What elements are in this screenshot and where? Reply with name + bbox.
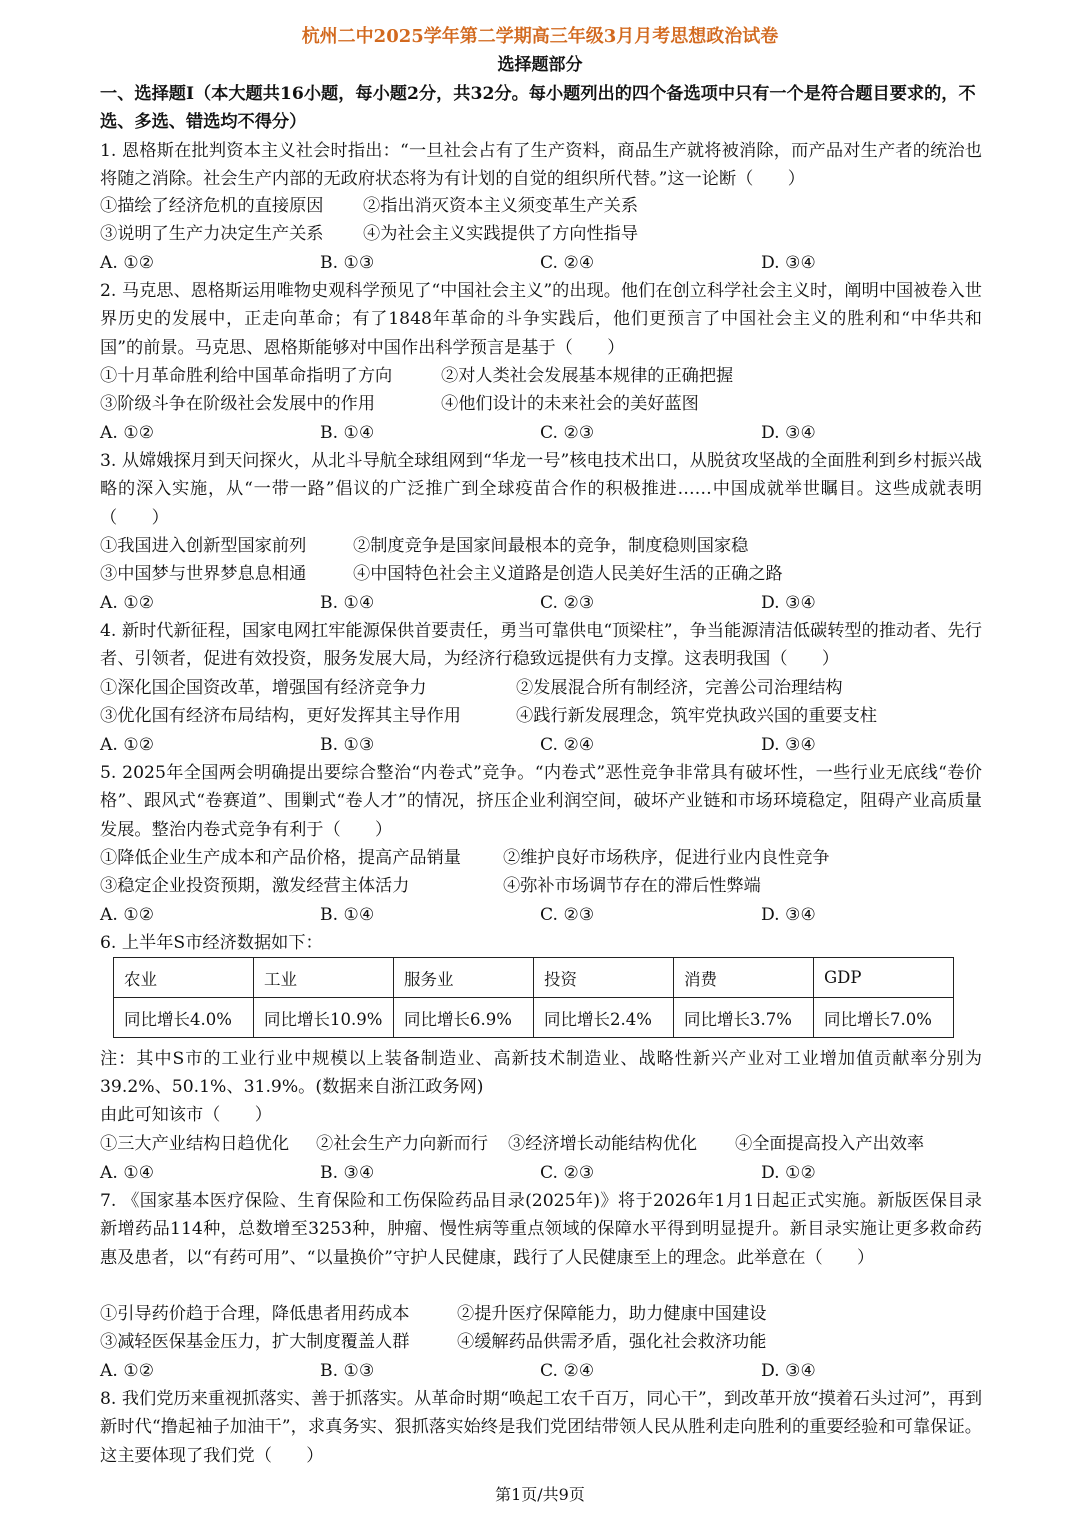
table-cell: 同比增长7.0%: [814, 998, 954, 1038]
question-4-options: [100, 731, 982, 759]
option-b[interactable]: B. ①③: [320, 253, 375, 273]
statement: ④他们设计的未来社会的美好蓝图: [441, 394, 699, 414]
option-d[interactable]: D. ③④: [761, 423, 816, 443]
table-header-cell: 消费: [674, 958, 814, 998]
option-a[interactable]: A. ①②: [100, 253, 155, 273]
table-row: [114, 998, 954, 1038]
option-d[interactable]: D. ③④: [761, 593, 816, 613]
table-header-row: [114, 958, 954, 998]
statement: ①我国进入创新型国家前列: [100, 536, 307, 556]
option-c[interactable]: C. ②③: [540, 423, 595, 443]
table-cell: 同比增长6.9%: [394, 998, 534, 1038]
statement: ③减轻医保基金压力，扩大制度覆盖人群: [100, 1332, 410, 1352]
statement: ②对人类社会发展基本规律的正确把握: [441, 366, 734, 386]
option-a[interactable]: A. ①②: [100, 423, 155, 443]
option-b[interactable]: B. ①④: [320, 905, 375, 925]
option-c[interactable]: C. ②④: [540, 735, 595, 755]
part-title: 选择题部分: [497, 55, 583, 75]
statement: ④全面提高投入产出效率: [735, 1134, 925, 1154]
option-a[interactable]: A. ①②: [100, 1361, 155, 1381]
option-c[interactable]: C. ②④: [540, 1361, 595, 1381]
statement: ③优化国有经济布局结构，更好发挥其主导作用: [100, 706, 461, 726]
exam-title: 杭州二中2025学年第二学期高三年级3月月考思想政治试卷: [301, 26, 779, 47]
option-b[interactable]: B. ①③: [320, 1361, 375, 1381]
option-d[interactable]: D. ③④: [761, 735, 816, 755]
statement: ④践行新发展理念，筑牢党执政兴国的重要支柱: [516, 706, 877, 726]
table-header-cell: 服务业: [394, 958, 534, 998]
statement: ③阶级斗争在阶级社会发展中的作用: [100, 394, 376, 414]
statement: ④为社会主义实践提供了方向性指导: [363, 224, 639, 244]
statement: ④缓解药品供需矛盾，强化社会救济功能: [457, 1332, 767, 1352]
statement: ①描绘了经济危机的直接原因: [100, 196, 324, 216]
statement: ②提升医疗保障能力，助力健康中国建设: [457, 1304, 767, 1324]
option-b[interactable]: B. ①④: [320, 423, 375, 443]
question-8-stem: 8. 我们党历来重视抓落实、善于抓落实。从革命时期“唤起工农千百万，同心干”，到改革开放“摸着石头过河”，再到新时代“撸起袖子加油干”，求真务实、狠抓落实始终是我们党团结带领人民从胜利走向胜利的重要经验和可靠保证。这主要体现了我们党（ ）: [100, 1389, 983, 1466]
statement: ①十月革命胜利给中国革命指明了方向: [100, 366, 393, 386]
question-6-question: 由此可知该市（ ）: [100, 1105, 272, 1125]
table-header-cell: GDP: [814, 958, 954, 998]
statement: ①三大产业结构日趋优化: [100, 1134, 290, 1154]
statement: ①降低企业生产成本和产品价格，提高产品销量: [100, 848, 461, 868]
option-a[interactable]: A. ①②: [100, 735, 155, 755]
option-c[interactable]: C. ②③: [540, 905, 595, 925]
question-7-options: [100, 1357, 982, 1385]
statement: ④中国特色社会主义道路是创造人民美好生活的正确之路: [353, 564, 783, 584]
option-d[interactable]: D. ③④: [761, 905, 816, 925]
statement: ②社会生产力向新而行: [316, 1134, 488, 1154]
statement: ②维护良好市场秩序，促进行业内良性竞争: [503, 848, 830, 868]
question-6-note: 注：其中S市的工业行业中规模以上装备制造业、高新技术制造业、战略性新兴产业对工业增加值贡献率分别为39.2%、50.1%、31.9%。(数据来自浙江政务网): [100, 1049, 982, 1098]
option-a[interactable]: A. ①④: [100, 1163, 155, 1183]
option-d[interactable]: D. ③④: [761, 253, 816, 273]
question-5-stem: 5. 2025年全国两会明确提出要综合整治“内卷式”竞争。“内卷式”恶性竞争非常具有破坏性，一些行业无底线“卷价格”、跟风式“卷赛道”、围剿式“卷人才”的情况，挤压企业利润空间，破坏产业链和市场环境稳定，阻碍产业高质量发展。整治内卷式竞争有利于（ ）: [100, 763, 982, 840]
statement: ①深化国企国资改革，增强国有经济竞争力: [100, 678, 427, 698]
table-cell: 同比增长3.7%: [674, 998, 814, 1038]
option-a[interactable]: A. ①②: [100, 905, 155, 925]
statement: ③说明了生产力决定生产关系: [100, 224, 324, 244]
statement: ①引导药价趋于合理，降低患者用药成本: [100, 1304, 410, 1324]
option-d[interactable]: D. ③④: [761, 1361, 816, 1381]
question-1-options: [100, 249, 982, 277]
question-6-options: [100, 1159, 982, 1187]
option-b[interactable]: B. ③④: [320, 1163, 375, 1183]
statement: ④弥补市场调节存在的滞后性弊端: [503, 876, 761, 896]
table-cell: 同比增长4.0%: [114, 998, 254, 1038]
table-cell: 同比增长10.9%: [254, 998, 394, 1038]
question-7-stem: 7. 《国家基本医疗保险、生育保险和工伤保险药品目录(2025年)》将于2026年1月1日起正式实施。新版医保目录新增药品114种，总数增至3253种，肿瘤、慢性病等重点领域的保障水平得到明显提升。新目录实施让更多救命药惠及患者，以“有药可用”、“以量换价”守护人民健康，践行了人民健康至上的理念。此举意在（ ）: [100, 1191, 982, 1268]
statement: ②指出消灭资本主义须变革生产关系: [363, 196, 639, 216]
statement: ②制度竞争是国家间最根本的竞争，制度稳则国家稳: [353, 536, 749, 556]
question-2-options: [100, 419, 982, 447]
table-header-cell: 农业: [114, 958, 254, 998]
option-d[interactable]: D. ①②: [761, 1163, 816, 1183]
option-c[interactable]: C. ②③: [540, 593, 595, 613]
option-b[interactable]: B. ①③: [320, 735, 375, 755]
option-b[interactable]: B. ①④: [320, 593, 375, 613]
table-header-cell: 投资: [534, 958, 674, 998]
economic-data-table: [113, 957, 954, 1038]
option-a[interactable]: A. ①②: [100, 593, 155, 613]
table-header-cell: 工业: [254, 958, 394, 998]
table-cell: 同比增长2.4%: [534, 998, 674, 1038]
section-heading: 一、选择题Ⅰ（本大题共16小题，每小题2分，共32分。每小题列出的四个备选项中只有一个是符合题目要求的，不选、多选、错选均不得分）: [100, 84, 976, 133]
statement: ③中国梦与世界梦息息相通: [100, 564, 307, 584]
question-4-stem: 4. 新时代新征程，国家电网扛牢能源保供首要责任，勇当可靠供电“顶梁柱”，争当能源清洁低碳转型的推动者、先行者、引领者，促进有效投资，服务发展大局，为经济行稳致远提供有力支撑。这表明我国（ ）: [100, 621, 982, 670]
page-number: 第1页/共9页: [495, 1485, 585, 1504]
statement: ③经济增长动能结构优化: [508, 1134, 698, 1154]
question-5-options: [100, 901, 982, 929]
option-c[interactable]: C. ②③: [540, 1163, 595, 1183]
question-3-options: [100, 589, 982, 617]
question-3-stem: 3. 从嫦娥探月到天问探火，从北斗导航全球组网到“华龙一号”核电技术出口，从脱贫攻坚战的全面胜利到乡村振兴战略的深入实施，从“一带一路”倡议的广泛推广到全球疫苗合作的积极推进……中国成就举世瞩目。这些成就表明（ ）: [100, 451, 982, 528]
question-1-stem: 1. 恩格斯在批判资本主义社会时指出：“一旦社会占有了生产资料，商品生产就将被消除，而产品对生产者的统治也将随之消除。社会生产内部的无政府状态将为有计划的自觉的组织所代替。”这一论断（ ）: [100, 141, 982, 190]
question-2-stem: 2. 马克思、恩格斯运用唯物史观科学预见了“中国社会主义”的出现。他们在创立科学社会主义时，阐明中国被卷入世界历史的发展中，正走向革命；有了1848年革命的斗争实践后，他们更预言了中国社会主义的胜利和“中华共和国”的前景。马克思、恩格斯能够对中国作出科学预言是基于（ ）: [100, 281, 982, 358]
option-c[interactable]: C. ②④: [540, 253, 595, 273]
statement: ②发展混合所有制经济，完善公司治理结构: [516, 678, 843, 698]
question-6-stem: 6. 上半年S市经济数据如下：: [100, 933, 323, 953]
statement: ③稳定企业投资预期，激发经营主体活力: [100, 876, 410, 896]
